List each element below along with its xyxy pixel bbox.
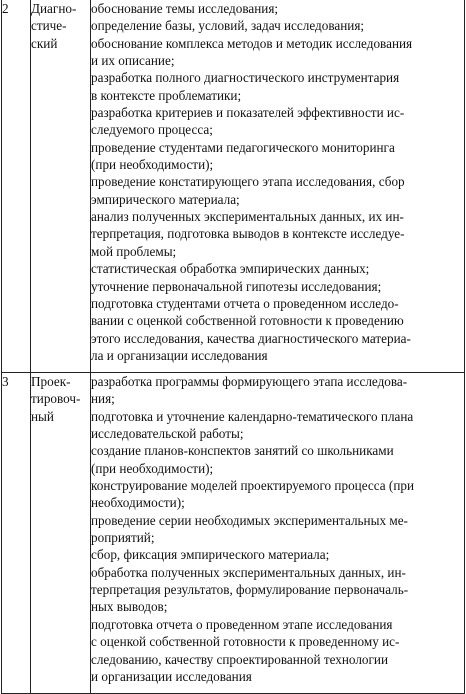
stage-name-line: ский <box>31 35 58 51</box>
stage-name-line: тировоч- <box>31 391 81 407</box>
stage-name-line: ный <box>31 408 54 424</box>
content-line: анализ полученных экспериментальных данных, их ин- <box>91 209 404 225</box>
content-line: сбор, фиксация эмпирического материала; <box>91 547 330 563</box>
content-line: этого исследования, качества диагностического материа- <box>91 330 411 346</box>
content-line: в контексте проблематики; <box>91 87 242 103</box>
stage-number: 2 <box>2 1 9 16</box>
content-line: обоснование темы исследования; <box>91 1 279 16</box>
content-line: подготовка и уточнение календарно-тематического плана <box>91 408 414 424</box>
stage-name-line: стиче- <box>31 18 67 34</box>
content-line: с оценкой собственной готовности к проведенному ис- <box>91 634 400 650</box>
stage-content-cell <box>91 373 465 694</box>
content-line: и организации исследования <box>91 668 252 684</box>
content-line: вании с оценкой собственной готовности к проведению <box>91 313 404 329</box>
content-line: проведение констатирующего этапа исследования, сбор <box>91 174 405 190</box>
content-line: (при необходимости); <box>91 157 214 173</box>
stage-number-cell <box>2 373 31 694</box>
content-line: исследовательской работы; <box>91 426 244 442</box>
table-row <box>2 373 465 694</box>
stage-number-cell <box>2 0 31 373</box>
research-stages-table <box>1 0 465 694</box>
stage-name-cell <box>31 0 91 373</box>
content-line: проведение студентами педагогического мониторинга <box>91 139 395 155</box>
stage-name-line: Диагно- <box>31 1 77 16</box>
stage-name-cell <box>31 373 91 694</box>
content-line: статистическая обработка эмпирических данных; <box>91 261 370 277</box>
content-line: конструирование моделей проектируемого процесса (при <box>91 478 415 494</box>
content-line: роприятий; <box>91 530 155 546</box>
content-line: ных выводов; <box>91 599 168 615</box>
content-line: следованию, качеству спроектированной технологии <box>91 651 389 667</box>
stage-name-line: Проек- <box>31 374 71 389</box>
content-line: (при необходимости); <box>91 460 214 476</box>
content-line: обработка полученных экспериментальных данных, ин- <box>91 564 406 580</box>
content-line: проведение серии необходимых экспериментальных ме- <box>91 512 408 528</box>
table-row <box>2 0 465 373</box>
stage-content-cell <box>91 0 465 373</box>
content-line: разработка полного диагностического инструментария <box>91 70 400 86</box>
content-line: определение базы, условий, задач исследования; <box>91 18 365 34</box>
content-line: мой проблемы; <box>91 243 177 259</box>
content-line: уточнение первоначальной гипотезы исследования; <box>91 278 382 294</box>
content-line: обоснование комплекса методов и методик исследования <box>91 35 413 51</box>
content-line: подготовка отчета о проведенном этапе исследования <box>91 616 393 632</box>
content-line: эмпирического материала; <box>91 191 240 207</box>
content-line: терпретация результатов, формулирование первоначаль- <box>91 582 409 598</box>
content-line: необходимости); <box>91 495 185 511</box>
content-line: и их описание; <box>91 53 175 69</box>
content-line: ния; <box>91 391 115 407</box>
content-line: разработка критериев и показателей эффективности ис- <box>91 105 405 121</box>
content-line: следуемого процесса; <box>91 122 213 138</box>
content-line: подготовка студентами отчета о проведенном исследо- <box>91 295 399 311</box>
content-line: терпретация, подготовка выводов в контексте исследуе- <box>91 226 405 242</box>
content-line: ла и организации исследования <box>91 347 268 363</box>
stage-number: 3 <box>2 374 9 389</box>
content-line: разработка программы формирующего этапа исследова- <box>91 374 408 389</box>
content-line: создание планов-конспектов занятий со школьниками <box>91 443 394 459</box>
